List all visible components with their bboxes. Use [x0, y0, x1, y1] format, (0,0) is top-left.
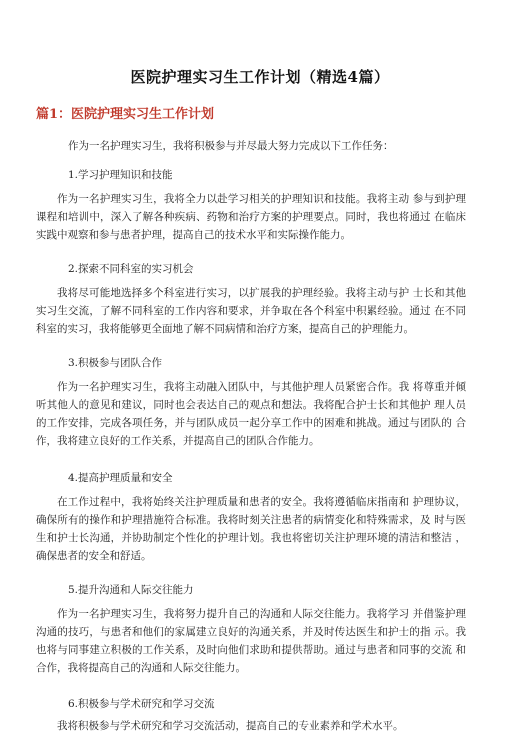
item-text-5: 作为一名护理实习生，我将努力提升自己的沟通和人际交往能力。我将学习 并借鉴护理沟通的技巧，与患者和他们的家属建立良好的沟通关系，并及时传达医生和护士的指 示。我也将与同事建立积极的工作关系，及时向他们求助和提供帮助。通过与患者和同事的交流 和合作，我将提高自己的沟通和人际交往能力。	[36, 608, 466, 674]
item-heading-6: 6.积极参与学术研究和学习交流	[68, 698, 215, 710]
intro-text: 作为一名护理实习生，我将积极参与并尽最大努力完成以下工作任务：	[68, 140, 394, 152]
item-heading-4: 4.提高护理质量和安全	[68, 472, 173, 484]
item-text-6: 我将积极参与学术研究和学习交流活动，提高自己的专业素养和学术水平。	[57, 720, 404, 732]
item-text-2: 我将尽可能地选择多个科室进行实习，以扩展我的护理经验。我将主动与护 士长和其他实习生交流，了解不同科室的工作内容和要求，并争取在各个科室中积累经验。通过 在不同科室的实习，我将能够更全面地了解不同病情和治疗方案，提高自己的护理能力。	[36, 287, 466, 335]
item-heading-5: 5.提升沟通和人际交往能力	[68, 584, 194, 596]
item-heading-2: 2.探索不同科室的实习机会	[68, 263, 194, 275]
item-heading-1: 1.学习护理知识和技能	[68, 169, 173, 181]
document-title: 医院护理实习生工作计划（精选4篇）	[130, 68, 390, 86]
item-text-4: 在工作过程中，我将始终关注护理质量和患者的安全。我将遵循临床指南和 护理协议，确保所有的操作和护理措施符合标准。我将时刻关注患者的病情变化和特殊需求，及 时与医生和护士长沟通，并协助制定个性化的护理计划。我也将密切关注护理环境的清洁和整洁 ，确保患者的安全和舒适。	[36, 496, 466, 562]
section-heading: 篇1：医院护理实习生工作计划	[36, 107, 215, 122]
item-heading-3: 3.积极参与团队合作	[68, 357, 163, 369]
item-text-3: 作为一名护理实习生，我将主动融入团队中，与其他护理人员紧密合作。我 将尊重并倾听其他人的意见和建议，同时也会表达自己的观点和想法。我将配合护士长和其他护 理人员的工作安排，完成各项任务，并与团队成员一起分享工作中的困难和挑战。通过与团队的 合作，我将建立良好的工作关系，并提高自己的团队合作能力。	[36, 381, 466, 447]
item-text-1: 作为一名护理实习生，我将全力以赴学习相关的护理知识和技能。我将主动 参与到护理课程和培训中，深入了解各种疾病、药物和治疗方案的护理要点。同时，我也将通过 在临床实践中观察和参与患者护理，提高自己的技术水平和实际操作能力。	[36, 193, 466, 241]
